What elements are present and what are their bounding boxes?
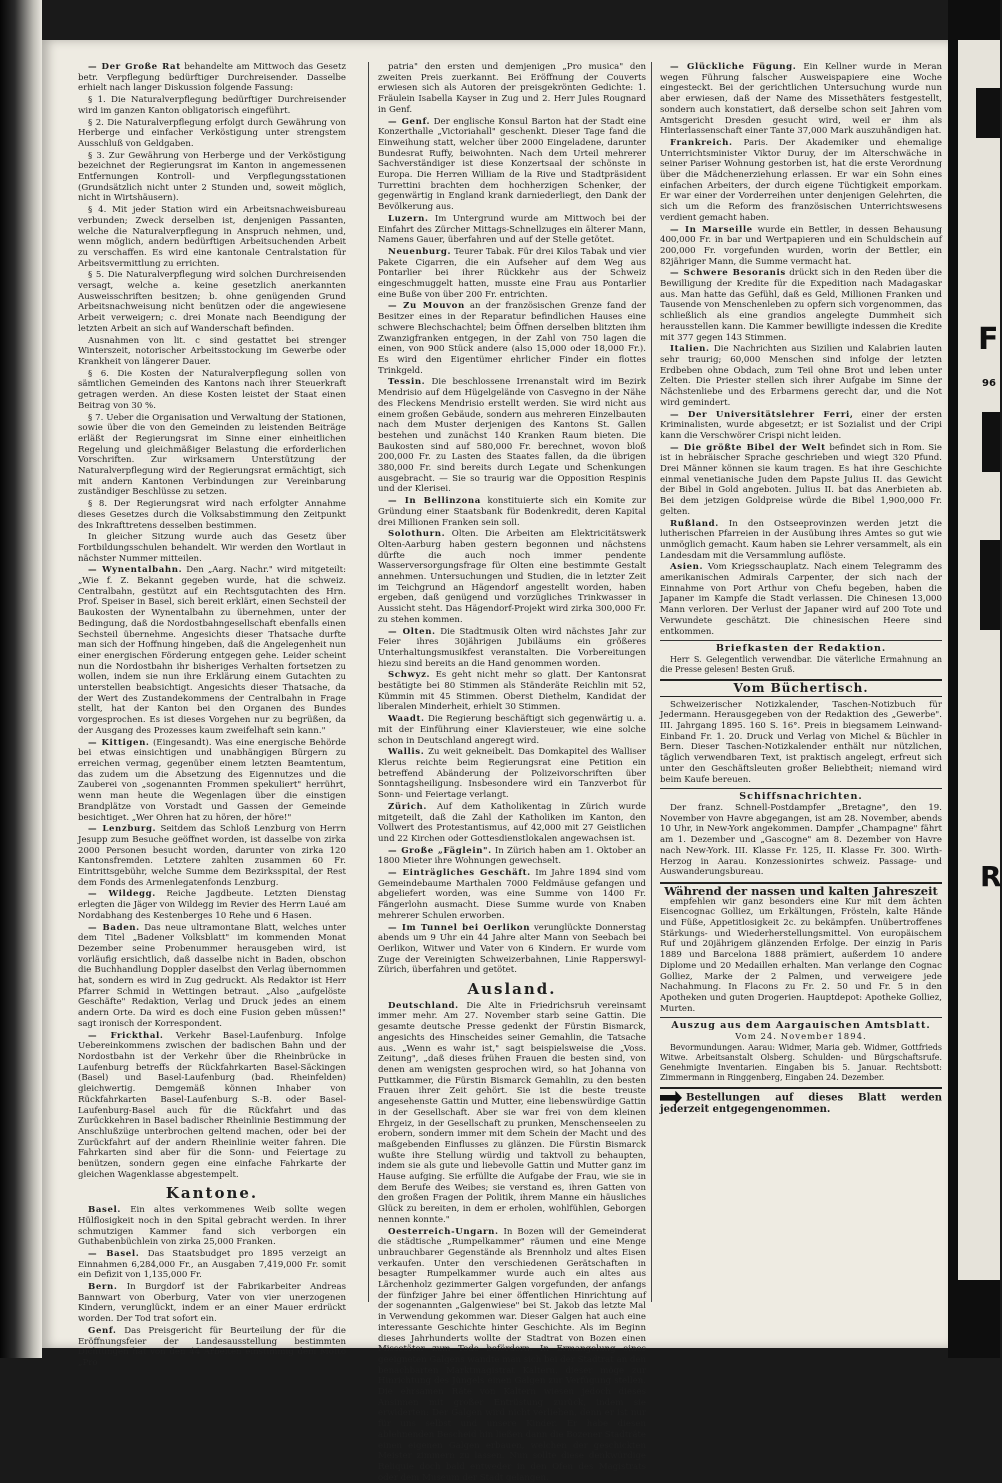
subscription-notice: [660, 1087, 942, 1116]
paragraph-lead: Basel.: [88, 1205, 121, 1216]
paragraph-text: Teurer Tabak. Für drei Kilos Tabak und vier Pakete Cigarren, die ein Aufseher auf dem Weg aus Pontarlier bei ihrer Rückkehr aus der Schweiz eingeschmuggelt hatten, musste eine Frau aus Pontarlier eine Buße von über 200 Fr. entrichten.: [378, 246, 646, 300]
paragraph-lead: Frankreich.: [670, 137, 733, 148]
paragraph-text: Vom Kriegsschauplatz. Nach einem Telegramm des amerikanischen Admirals Carpenter, der sich nach der Einnahme von Port Arthur von Chefu begeben, haben die Japaner im Kampfe die Stadt verlassen. Die Chinesen 13,000 Mann verloren. Der Verlust der Japaner wird auf 200 Tote und Verwundete geschätzt. Die chinesischen Heere sind entkommen.: [660, 562, 943, 637]
paragraph-text: befindet sich in Rom. Sie ist in hebräischer Sprache geschrieben und wiegt 320 Pfund. Drei Männer können sie kaum tragen. Es hat ihre Geschichte einmal venetianische Juden dem Papste Julius II. das Gewicht der Bibel in Gold angeboten. Julius II. bat das Anerbieten ab. Bei dem jetzigen Goldpreise würde die Bibel 1,900,000 Fr. gelten.: [660, 442, 942, 517]
news-paragraph: [660, 344, 942, 408]
paragraph-text: § 2. Die Naturalverpflegung erfolgt durch Gewährung von Herberge und einfacher Verköstigung unter strengstem Ausschluß von Geldgaben.: [78, 117, 346, 149]
paragraph-lead: — Der Universitätslehrer Ferri,: [670, 409, 854, 420]
column-2: [378, 62, 647, 1483]
column-3: [660, 62, 942, 1302]
paragraph-lead: — Wildegg.: [88, 889, 156, 900]
news-paragraph: [78, 824, 346, 888]
paragraph-lead: — Die größte Bibel der Welt: [670, 442, 826, 453]
news-paragraph: [660, 268, 942, 343]
paragraph-lead: — Baden.: [88, 922, 140, 933]
briefkasten-text: Herr S. Gelegentlich verwendbar. Die väterliche Ermahnung an die Presse gelesen! Besten Gruß.: [660, 654, 942, 674]
paragraph-text: an der französischen Grenze fand der Besitzer eines in der Reparatur befindlichen Hauses eine schwere Blechschachtel; beim Öffnen derselben blitzten ihm Zwanzigfranken entgegen, in der Zahl von 750 lagen die einen, von 900 Stück andere (also 15,000 oder 18,000 Fr.). Es wird den Eigentümer ehrlicher Finder ein flottes Trinkgeld.: [378, 301, 646, 376]
paragraph-text: Auf dem Katholikentag in Zürich wurde mitgeteilt, daß die Zahl der Katholiken im Kanton, den Vollwert des Protestantismus, auf 42,000 mit 27 Geistlichen und 22 Kirchen oder Gottesdienstlokalen angewachsen ist.: [378, 801, 646, 844]
news-section: [660, 62, 942, 637]
paragraph-lead: — Glückliche Fügung.: [670, 62, 797, 72]
amtsblatt-date: Vom 24. November 1894.: [735, 1032, 867, 1043]
paragraph-lead: Wallis.: [388, 747, 425, 758]
paragraph-lead: Luzern.: [388, 213, 429, 224]
news-paragraph: [378, 117, 646, 213]
paragraph-text: § 3. Zur Gewährung von Herberge und der Verköstigung bezeichnet der Regierungsrat im Kanton in angemessenen Entfernungen Kontroll- und Verpflegungsstationen (Grundsätzlich nicht unter 2 Stunden und, soweit möglich, nicht in Wirtshäusern).: [78, 150, 346, 204]
adjacent-page-block: [982, 412, 1000, 472]
paragraph-text: (Eingesandt). Was eine energische Behörde bei etwas einsichtigen und unabhängigen Bürgern zu erreichen vermag, gegenüber einem letzten Beamtentum, das zudem um die Absetzung des Eigennutzes und die Zauberei von „sogenannten Frommen spekuliert" herrührt, wenn man heute die Wegenlagen über die einstigen Brandplätze von Vorstadt und Gassen der Gemeinde besichtiget. „Wer Ohren hat zu hören, der höre!": [78, 737, 346, 823]
amtsblatt-title: Auszug aus dem Aargauischen Amtsblatt.: [671, 1020, 931, 1032]
paragraph-text: In den Ostseeprovinzen werden jetzt die lutherischen Pfarreien in der Ausübung ihres Amtes so gut wie unmöglich gemacht. Kaum haben sie Lehrer versammelt, als ein Landesdam mit die Versammlung auflöste.: [660, 518, 942, 561]
amtsblatt-text: Bevormundungen. Aarau: Widmer, Maria geb. Widmer, Gottfrieds Witwe. Arbeitsanstalt Olsberg. Schulden- und Bürgschaftsrufe. Genehmigte Inventarien. Eingaben bis 5. Januar. Rechtsbott: Zimmermann in Ringgenberg, Eingaben 24. Dezember.: [660, 1042, 942, 1082]
paragraph-lead: — Kittigen.: [88, 737, 150, 748]
paragraph-lead: — Zu Mouvon: [388, 301, 465, 312]
news-paragraph: [660, 562, 942, 637]
ausland-paragraph: [378, 1227, 646, 1483]
paragraph-lead: — In Bellinzona: [388, 496, 481, 507]
news-paragraph: [78, 1031, 346, 1181]
news-paragraph: [78, 499, 346, 531]
paragraph-lead: Rußland.: [670, 518, 719, 529]
paragraph-text: patria" den ersten und demjenigen „Pro musica" den zweiten Preis zuerkannt. Bei Eröffnung der Couverts erwiesen sich als Autoren der preisgekrönten Gedichte: 1. Fräulein Isabella Kayser in Zug und 2. Herr Jules Rougnard in Genf.: [378, 62, 646, 115]
news-paragraph: [78, 95, 346, 116]
paragraph-lead: Italien.: [670, 344, 710, 355]
paragraph-lead: — In Marseille: [670, 224, 753, 235]
kantone-paragraph: [78, 1282, 346, 1325]
paragraph-text: Den „Aarg. Nachr." wird mitgeteilt: „Wie f. Z. Bekannt gegeben wurde, hat die schweiz. Centralbahn, gestützt auf ein Rechtsgutachten des Hrn. Prof. Speiser in Basel, sich bereit erklärt, einen Sechsteil der Baukosten der Wynentalbahn zu übernehmen, unter der Bedingung, daß die Nordostbahngesellschaft ebenfalls einen Sechsteil übernehme. Angesichts dieser Thatsache durfte man sich der Hoffnung hingeben, daß die Angelegenheit nun einer energischen Förderung entgegen gehe. Leider scheint nun die Nordostbahn ihr bisheriges Verhalten fortsetzen zu wollen, indem sie nun ihre Erklärung einem Gutachten zu unterstellen beabsichtigt. Angesichts dieser Thatsache, da der Wert des Zustandekommens der Centralbahn in Frage stellt, hat der Kanton bei den Organen des Bundes vorgesprochen. Es ist dieses Vorgehen nur zu begrüßen, da der Ausgang des Prozesses kaum zweifelhaft sein kann.": [78, 565, 347, 736]
kantone-paragraph: [78, 1326, 346, 1369]
paragraph-lead: Waadt.: [388, 714, 425, 725]
news-paragraph: [378, 747, 646, 801]
section-heading-kantone: Kantone.: [165, 1184, 259, 1203]
paragraph-text: Ausnahmen von lit. c sind gestattet bei strenger Winterszeit, notorischer Arbeitsstockung im Gewerbe oder Krankheit von längerer Dauer.: [78, 335, 346, 367]
news-paragraph: [78, 62, 346, 94]
paragraph-lead: Tessin.: [388, 377, 426, 388]
news-paragraph: [78, 151, 346, 205]
column-1: [78, 62, 347, 1368]
paragraph-text: Seitdem das Schloß Lenzburg von Herrn Jesupp zum Besuche geöffnet worden, ist dasselbe von zirka 2000 Personen besucht worden, darunter von zirka 120 Kantonsfremden. Letztere zahlten zusammen 60 Fr. Eintrittsgebühr, welche Summe dem Bezirksspital, der Rest dem Fonds des Armenlegatenfonds Lenzburg.: [78, 824, 347, 888]
news-paragraph: [378, 923, 646, 977]
divider: [660, 1017, 942, 1018]
paragraph-text: verunglückte Donnerstag abends um 9 Uhr ein 44 Jahre alter Mann von Seebach bei Oerlikon, Witwer und Vater von 6 Kindern. Er wurde vom Zuge der Vereinigten Schweizerbahnen, Linie Rapperswyl-Zürich, überfahren und getötet.: [378, 922, 647, 976]
paragraph-text: Das Preisgericht für Beurteilung der für die Eröffnungsfeier der Landesausstellung bestimmten Dichtungen hat von den 44 Arbeiten einstimmig dem Motto „Pro: [78, 1325, 346, 1368]
news-paragraph: [78, 205, 346, 269]
news-paragraph: [660, 519, 942, 562]
paragraph-text: § 5. Die Naturalverpflegung wird solchen Durchreisenden versagt, welche a. keine gesetzlich anerkannten Ausweisschriften besitzen; b. ohne genügenden Grund Arbeitsnachweisung nicht benützen oder die angewiesene Arbeit verweigern; c. drei Monate nach Beendigung der letzten Arbeit an sich auf Wanderschaft befinden.: [78, 270, 346, 334]
paragraph-text: Das neue ultramontane Blatt, welches unter dem Titel „Badener Volksblatt" im kommenden Monat Dezember seine Probenummer herausgeben wird, ist vorläufig ersichtlich, daß dasselbe nicht in Baden, obschon die Buchhandlung Doppler daselbst den Verlag übernommen hat, sondern es wird in Zug gedruckt. Als Redaktor ist Herr Pfarrer Schmid in Wettingen betraut. „Also „aufgelöste Geschäfte" Redaktion, Verlag und Druck jedes an einem andern Orte. Da wird es doch eine Fusion geben müssen!" sagt ironisch der Korrespondent.: [78, 922, 347, 1029]
paragraph-text: Ein altes verkommenes Weib sollte wegen Hülflosigkeit noch in den Spital gebracht werden. In ihrer schmutzigen Kammer fand sich verborgen ein Guthabenbüchlein von zirka 25,000 Franken.: [78, 1205, 346, 1248]
paragraph-text: Im Jahre 1894 sind vom Gemeindebaume Marthalen 7000 Feldmäuse gefangen und abgeliefert worden, was eine Summe von 1400 Fr. Fängerlohn ausmacht. Diese Summe wurde von Knaben mehrerer Schulen erworben.: [378, 868, 647, 921]
paragraph-lead: Bern.: [88, 1282, 118, 1293]
paragraph-text: wurde ein Bettler, in dessen Behausung 400,000 Fr. in bar und Wertpapieren und ein Schuldschein auf 200,000 Fr. vorgefunden wurden, worin der Bettler, ein 82jähriger Mann, die Summe vermacht hat.: [660, 224, 943, 267]
news-paragraph: [78, 118, 346, 150]
paragraph-lead: — Lenzburg.: [88, 824, 157, 835]
paragraph-text: § 7. Ueber die Organisation und Verwaltung der Stationen, sowie über die von den Gemeinden zu leistenden Beiträge erläßt der Regierungsrat im Sinne einer einheitlichen Regelung und gleichmäßiger Belastung die erforderlichen Vorschriften. Zur wirksamern Unterstützung der Naturalverpflegung wird der Regierungsrat ermächtigt, sich mit andern Kantonen Verbindungen zur Vereinbarung zuständiger Beschlüsse zu setzen.: [78, 412, 346, 498]
paragraph-lead: — Schwere Besoranis: [670, 268, 786, 279]
news-paragraph: [378, 868, 646, 922]
adjacent-page-block: [976, 88, 1000, 138]
paragraph-lead: — Basel.: [88, 1248, 140, 1259]
news-paragraph: [78, 270, 346, 334]
paragraph-text: behandelte am Mittwoch das Gesetz betr. Verpflegung bedürftiger Durchreisender. Dasselbe erhielt nach langer Diskussion folgende Fassung:: [78, 62, 346, 94]
kantone-paragraph: [78, 1205, 346, 1248]
paragraph-text: § 4. Mit jeder Station wird ein Arbeitsnachweisbureau verbunden; Zweck derselben ist, denjenigen Passanten, welche die Naturalverpflegung in Anspruch nehmen, und, wenn möglich, andern bedürftigen Arbeitsuchenden Arbeit zu verschaffen. Es wird eine kantonale Centralstation für Arbeitsvermittlung zu errichten.: [78, 205, 346, 269]
ausland-section: [378, 1001, 646, 1483]
adjacent-page-number: 96: [982, 378, 996, 389]
schiff-title: Schiffsnachrichten.: [739, 791, 863, 803]
paragraph-text: konstituierte sich ein Komite zur Gründung einer Staatsbank für Bodenkredit, deren Kapital drei Millionen Franken sein soll.: [378, 496, 646, 528]
column-rule: [651, 62, 652, 1302]
paragraph-text: § 1. Die Naturalverpflegung bedürftiger Durchreisender wird im ganzen Kanton obligatorisch eingeführt.: [78, 95, 346, 116]
paragraph-lead: — Olten.: [388, 626, 436, 637]
paragraph-text: Die Regierung beschäftigt sich gegenwärtig u. a. mit der Einführung einer Klaviersteuer, wie eine solche schon in Deutschland angeregt wird.: [378, 714, 647, 746]
news-paragraph: [660, 410, 942, 442]
pointing-hand-icon: [660, 1091, 682, 1105]
divider: [660, 640, 942, 641]
paragraph-text: Verkehr Basel-Laufenburg. Infolge Uebereinkommens zwischen der badischen Bahn und der Nordostbahn ist der Verkehr über die Rheinbrücke in Laufenburg betreffs der Rückfahrkarten Basel-Säckingen (Basel) und Basel-Laufenburg (bad. Rheinfelden) gleichwertig. Demgemäß können Inhaber von Rückfahrkarten Basel-Laufenburg S.-B. oder Basel-Laufenburg-Basel auch für die Rückfahrt und das Zurückkehren in Basel badischer Rheinlinie Bestimmung der Anschlußzüge unterbrochen geltend machen, oder bei der Zurückfahrt auf der andern Rheinlinie weiter fahren. Die Fahrkarten sind aber für die Sonn- und Feiertage zu benützen, sondern gegen eine einfache Fahrkarte der gleichen Wagenklasse abgestempelt.: [78, 1030, 347, 1180]
paragraph-lead: Neuenburg.: [388, 246, 452, 257]
paragraph-text: Zu weit gekneibelt. Das Domkapitel des Walliser Klerus reichte beim Regierungsrat eine Petition ein betreffend Abänderung der Polizeivorschriften über Sonntagsheiligung. Insbesondere wird ein Tanzverbot für Sonn- und Feiertage verlangt.: [378, 747, 646, 801]
news-paragraph: [78, 565, 346, 736]
news-paragraph: [660, 138, 942, 224]
news-paragraph: [78, 369, 346, 412]
paragraph-text: Ein Kellner wurde in Meran wegen Führung falscher Ausweispapiere eine Woche eingesteckt. Bei der gerichtlichen Untersuchung wurde nun aber erwiesen, daß der Name des Missethäters festgestellt, sondern auch konstatiert, daß derselbe schon seit Jahren vom Amtsgericht Dresden gesucht wird, weil er ihm als Hinterlassenschaft einer Tante 37,000 Mark auszuhändigen hat.: [660, 62, 942, 137]
paragraph-lead: Schwyz.: [388, 670, 431, 681]
news-paragraph: [378, 301, 646, 376]
adjacent-page-letter: R: [980, 860, 1002, 893]
ad-title: Während der nassen und kalten Jahreszeit: [664, 883, 938, 898]
paragraph-lead: Asien.: [670, 562, 704, 573]
paragraph-text: Reiche Jagdbeute. Letzten Dienstag erlegten die Jäger von Wildegg im Revier des Herrn Laué am Nordabhang des Kestenberges 10 Rehe und 6 Hasen.: [78, 889, 346, 921]
divider: [660, 788, 942, 789]
paragraph-lead: Solothurn.: [388, 529, 446, 540]
news-section: [78, 62, 346, 1180]
news-paragraph: [378, 529, 646, 625]
news-paragraph: [378, 846, 646, 867]
briefkasten-title: Briefkasten der Redaktion.: [715, 643, 887, 655]
cognac-advertisement: [660, 882, 942, 1014]
paragraph-text: § 6. Die Kosten der Naturalverpflegung sollen von sämtlichen Gemeinden des Kantons nach ihrer Steuerkraft getragen werden. An diese Kosten leistet der Staat einen Beitrag von 30 %.: [78, 368, 346, 411]
paragraph-text: Das Staatsbudget pro 1895 verzeigt an Einnahmen 6,284,000 Fr., an Ausgaben 7,419,000 Fr. somit ein Defizit von 1,135,000 Fr.: [78, 1248, 347, 1281]
paragraph-text: drückt sich in den Reden über die Bewilligung der Kredite für die Expedition nach Madagaskar aus. Man hatte das Gefühl, daß es Geld, Millionen Franken und Tausende von Menschenleben zu opfern sich vorgenommen, das schließlich als eine grandios angelegte Dummheit sich herausstellen kann. Die Kammer bewilligte indessen die Kredite mit 377 gegen 143 Stimmen.: [660, 268, 943, 343]
paragraph-text: In Burgdorf ist der Fabrikarbeiter Andreas Bannwart von Oberburg, Vater von vier unerzogenen Kindern, verunglückt, indem er an einer Mauer erdrückt worden. Der Tod trat sofort ein.: [78, 1282, 346, 1325]
news-paragraph: [378, 714, 646, 746]
news-section: [378, 62, 646, 976]
kantone-section: [78, 1205, 346, 1369]
kantone-paragraph: [78, 1249, 346, 1281]
paragraph-lead: — Große „Fäglein".: [388, 845, 492, 856]
paragraph-text: Die Nachrichten aus Sizilien und Kalabrien lauten sehr traurig; 60,000 Menschen sind infolge der letzten Erdbeben ohne Obdach, zum Teil ohne Brot und leben unter Zelten. Die Priester stellen sich ihrer Aufgabe im Sinne der Nächstenliebe und des Erbarmens gerecht dar, und die Not wird gemindert.: [660, 344, 942, 408]
paragraph-lead: — Einträgliches Geschäft.: [388, 868, 531, 879]
news-paragraph: [378, 496, 646, 528]
paragraph-text: Olten. Die Arbeiten am Elektricitätswerk Olten-Aarburg haben gestern begonnen und nächstens dürfte die auch noch immer pendente Wasserversorgungsfrage für Olten eine bestimmte Gestalt annehmen. Untersuchungen und Studien, die in letzter Zeit im Teichgrund an Hägendorf angestellt worden, haben ergeben, daß genügend und vorzügliches Trinkwasser in Aussicht steht. Das Hägendorf-Projekt wird zirka 300,000 Fr. zu stehen kommen.: [378, 529, 646, 625]
paragraph-text: Im Untergrund wurde am Mittwoch bei der Einfahrt des Zürcher Mittags-Schnellzuges ein älterer Mann, Namens Gauer, überfahren und auf der Stelle getötet.: [378, 213, 647, 246]
news-paragraph: [660, 62, 942, 137]
paragraph-text: Die Alte in Friedrichsruh vereinsamt immer mehr. Am 27. November starb seine Gattin. Die gesamte deutsche Presse gedenkt der Fürstin Bismarck, angesichts des Hinscheides seiner Gemahlin, die Tatsache aus. „Wenn es wahr ist," sagt beispielsweise die „Voss. Zeitung", „daß dieses frühen Frauen die besten sind, von denen am wenigsten gesprochen wird, so hat Johanna von Puttkammer, die Fürstin Bismarck Gemahlin, zu den besten Frauen ihrer Zeit gehört. Sie ist die beste treuste angesehenste Gattin und Mutter, eine liebenswürdige Gattin in der Gesellschaft. Aber sie war frei von dem kleinen Ehrgeiz, in der Gesellschaft zu prunken, Menschenseelen zu erobern, sondern immer mit dem Schein der Macht und des maßgebenden Einflusses zu glänzen. Die Fürstin Bismarck wußte ihre Stellung würdig und taktvoll zu behaupten, indem sie als gute und liebevolle Gattin und Mutter ganz im Hause aufging. Sie erfüllte die Aufgabe der Frau, wie sie in dem Berufe des Weibes; sie verstand es, ihren Gatten von den großen Fragen der Politik, ihrem Manne ein häusliches Glück zu bereiten, in dem er erholen, wohlfühlen, Geborgen nennen konnte.": [378, 1000, 647, 1225]
paragraph-text: Die Stadtmusik Olten wird nächstes Jahr zur Feier ihres 30jährigen Jubiläums ein größeres Unterhaltungsmusikfest veranstalten. Die Vorbereitungen hiezu sind bereits an die Hand genommen worden.: [378, 626, 646, 669]
paragraph-lead: Genf.: [88, 1325, 117, 1336]
paragraph-text: In Bozen will der Gemeinderat die städtische „Rumpelkammer" räumen und eine Menge unbrauchbarer Gegenstände als Brennholz und altes Eisen verkaufen. Unter den verschiedenen Gerätschaften in besagter Rumpelkammer wurde auch ein altes aus Lärchenholz gezimmerter Galgen vorgefunden, der anfangs der fünfziger Jahre bei einer öffentlichen Hinrichtung auf der sogenannten „Galgenwiese" bei St. Jakob das letzte Mal in Verwendung gekommen war. Dieser Galgen hat auch eine interessante Geschichte hinter Geschichte. Als im Beginn dieses Jahrhunderts wollte der Stadtrat von Bozen einen Missetäter zum Tode befördern. In Ermangelung eines geeigneten Galgens wandte man sich bei der Stadtrat an den benachbarten Marktmagistrat Kaltern, dieser möge zur Hinrichtung des Jüngels einen Galgen zur Verfügung stellen. Die ehrsamen Räte von Kaltern wiesen jedoch dieses Ansinnen mit großer Entrüstung zurück, indem sie erwiderten: Der Galgen wird nicht verliehen, denn er ist nur für uns selbst und unsere Kinder. Er habe diesen ablehnenden Bescheid hin ließen dann die Bozener Stadträte einen eigenen Galgen erbauen, welchen der geschickten Meister zimmern zu lassen. Nun sollte diese denkwürdige Reliquie doch bald entweder in den Ofen des Magistrats oder dem Museum der Stadt gelangen.: [378, 1226, 646, 1483]
paragraph-lead: — Der Große Rat: [88, 62, 181, 72]
subscription-text: Bestellungen auf dieses Blatt werden jederzeit entgegengenommen.: [660, 1092, 942, 1115]
news-paragraph: [78, 738, 346, 824]
column-rule: [368, 62, 369, 1302]
news-paragraph: [78, 889, 346, 921]
adjacent-page-letter: F: [978, 322, 999, 357]
paragraph-text: § 8. Der Regierungsrat wird nach erfolgter Annahme dieses Gesetzes durch die Volksabstimmung den Zeitpunkt des Inkrafttretens desselben bestimmen.: [78, 499, 346, 531]
paragraph-text: Der englische Konsul Barton hat der Stadt eine Konzerthalle „Victoriahall" geschenkt. Dieser Tage fand die Einweihung statt, welcher über 2000 Eingeladene, darunter Bundesrat Ruffy, beiwohnten. Nach dem Urteil mehrerer Sachverständiger ist diese Konzertsaal der schönste in Europa. Die Herren William de la Rive und Stadtpräsident Turrettini brachten dem hochherzigen Schenker, der gegenwärtig in England krank darniederliegt, den Dank der Bevölkerung aus.: [378, 116, 646, 213]
paragraph-lead: Deutschland.: [388, 1000, 459, 1011]
news-paragraph: [78, 532, 346, 564]
buecher-title: Vom Büchertisch.: [660, 679, 942, 697]
news-paragraph: [378, 247, 646, 301]
news-paragraph: [378, 377, 646, 495]
news-paragraph: [378, 802, 646, 845]
ausland-paragraph: [378, 1001, 646, 1226]
buecher-text: Schweizerischer Notizkalender, Taschen-Notizbuch für Jedermann. Herausgegeben von der Redaktion des „Gewerbe". III. Jahrgang 1895. 160 S. 16°. Preis in biegsamem Leinwand-Einband Fr. 1. 20. Druck und Verlag von Michel & Büchler in Bern. Dieser Taschen-Notizkalender enthält nur nützlichen, täglich verwendbaren Text, ist praktisch angelegt, erfreut sich unter den Geschäftsleuten großer Beliebtheit; niemand wird beim Kaufe bereuen.: [660, 699, 942, 785]
adjacent-page-block: [980, 540, 1000, 630]
paragraph-text: einer der ersten Kriminalisten, wurde abgesetzt; er ist Sozialist und der Cripi kann die Verschwörer Crispi nicht leiden.: [660, 409, 943, 441]
news-paragraph: [378, 62, 646, 116]
paragraph-text: Es geht nicht mehr so glatt. Der Kantonsrat bestätigte bei 80 Stimmen als Ständerätе Reichlin mit 52, Kümmin mit 45 Stimmen. Oberst Diethelm, Kandidat der liberalen Minderheit, erhielt 30 Stimmen.: [378, 670, 646, 713]
news-paragraph: [78, 413, 346, 499]
news-paragraph: [660, 225, 942, 268]
paragraph-text: In gleicher Sitzung wurde auch das Gesetz über Fortbildungsschulen behandelt. Wir werden den Wortlaut in nächster Nummer mitteilen.: [78, 532, 346, 564]
schiff-text: Der franz. Schnell-Postdampfer „Bretagne", den 19. November von Havre abgegangen, ist am 28. November, abends 10 Uhr, in New-York angekommen. Dampfer „Champagne" fährt am 1. Dezember und „Gascogne" am 8. Dezember von Havre nach New-York. III. Klasse Fr. 125, II. Klasse Fr. 300. Wirth-Herzog in Aarau. Konzessionirtes schweiz. Passage- und Auswanderungsbureau.: [660, 803, 942, 878]
paragraph-lead: — Im Tunnel bei Oerlikon: [388, 922, 531, 933]
news-paragraph: [378, 670, 646, 713]
ad-text: empfehlen wir ganz besonders eine Kur mit dem ächten Eisencognac Golliez, um Erkältungen, Frösteln, kalte Hände und Füße, Appetitlosigkeit 2c. zu bekämpfen. Unübertroffenes Stärkungs- und Wiederherstellungsmittel. Von europäischem Ruf und 20jährigem glänzenden Erfolge. Der einzig in Paris 1889 und Barcelona 1888 prämiert, außerdem 10 andere Diplome und 20 Medaillen erhalten. Man verlange den Cognac Golliez, Marke der 2 Palmen, und verweigere jede Nachahmung. In Flacons zu Fr. 2. 50 und Fr. 5 in den Apotheken und guten Drogerien. Hauptdepot: Apotheke Golliez, Murten.: [660, 896, 942, 1014]
news-paragraph: [78, 923, 346, 1030]
paragraph-lead: — Genf.: [388, 116, 431, 127]
paragraph-text: Paris. Der Akademiker und ehemalige Unterrichtsminister Viktor Duruy, der im Alterschwäche in seiner Pariser Wohnung gestorben ist, hat die erste Verordnung über die Mädchenerziehung erlassen. Er war ein Sohn eines einfachen Arbeiters, der durch eigene Tüchtigkeit emporkam. Er war einer der Vorderreihen unter denjenigen Gelehrten, die sich um die Reform des französischen Unterrichtswesens verdient gemacht haben.: [660, 137, 942, 223]
paragraph-text: In Zürich haben am 1. Oktober an 1800 Mieter ihre Wohnungen gewechselt.: [378, 845, 647, 867]
news-paragraph: [378, 627, 646, 670]
section-heading-ausland: Ausland.: [467, 980, 557, 999]
paragraph-text: Die beschlossene Irrenanstalt wird im Bezirk Mendrisio auf dem Hügelgelände von Casvegno in der Nähe des Fleckens Mendrisio erstellt werden. Sie wird nicht aus einem großen Gebäude, sondern aus mehreren Einzelbauten nach dem Muster derjenigen des Kantons St. Gallen bestehen und zunächst 140 Kranken Raum bieten. Die Baukosten sind auf 580,000 Fr. berechnet, wovon bloß 200,000 Fr. zu Lasten des Staates fallen, da die übrigen 380,000 Fr. sind bereits durch Legate und Schenkungen ausgebracht. — Sie so traurig war die Opposition Respinis und der Klerisei.: [378, 377, 647, 495]
binding-edge: [0, 0, 42, 1358]
news-paragraph: [378, 214, 646, 246]
news-paragraph: [78, 336, 346, 368]
news-paragraph: [660, 443, 942, 518]
paragraph-lead: — Frickthal.: [88, 1030, 164, 1041]
paragraph-lead: Zürich.: [388, 801, 427, 812]
adjacent-page: [958, 40, 1000, 1280]
paragraph-lead: Oesterreich-Ungarn.: [388, 1226, 499, 1237]
paragraph-lead: — Wynentalbahn.: [88, 565, 183, 576]
